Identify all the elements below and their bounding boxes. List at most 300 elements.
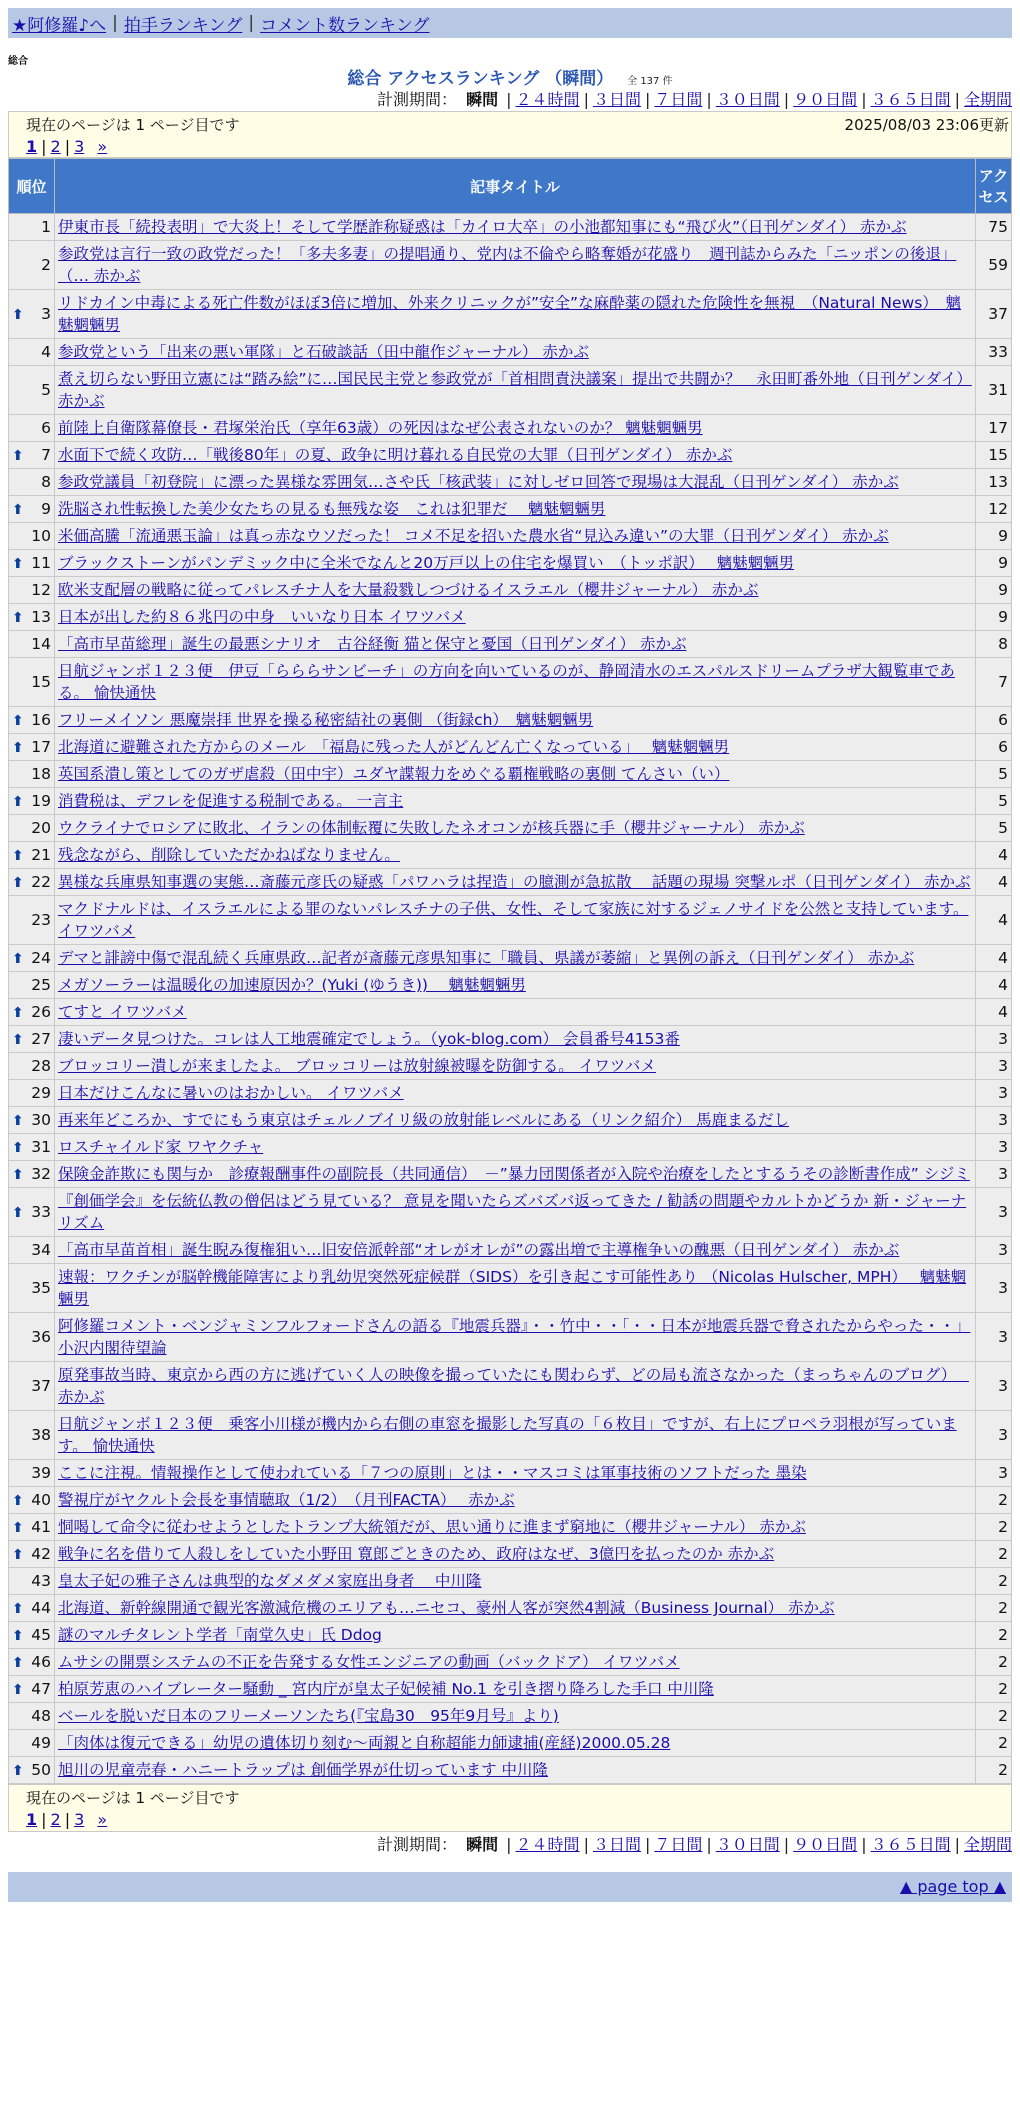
rank-number: 49: [31, 1734, 51, 1752]
page-info-bottom: [8, 1784, 1012, 1832]
article-link[interactable]: デマと誹謗中傷で混乱続く兵庫県政…記者が斎藤元彦県知事に「職員、県議が萎縮」と異例の訴え（日刊ゲンダイ） 赤かぶ: [58, 949, 915, 967]
page-link[interactable]: 3: [74, 1810, 85, 1829]
article-link[interactable]: 阿修羅コメント・ベンジャミンフルフォードさんの語る『地震兵器』・・竹中・・「・・日本が地震兵器で脅されたからやった・・」 小沢内閣待望論: [58, 1317, 971, 1357]
article-link[interactable]: 前陸上自衛隊幕僚長・君塚栄治氏（享年63歳）の死因はなぜ公表されないのか？ 魑魅魍魎男: [58, 419, 703, 437]
access-count: 17: [976, 415, 1012, 442]
rank-number: 28: [31, 1057, 51, 1075]
period-link[interactable]: ３日間: [592, 90, 641, 109]
title-cell: [55, 1730, 976, 1757]
up-arrow-icon: ⬆: [12, 1547, 24, 1563]
article-link[interactable]: 異様な兵庫県知事選の実態…斎藤元彦氏の疑惑「パワハラは捏造」の臆測が急拡散 話題の現場 突撃ルポ（日刊ゲンダイ） 赤かぶ: [58, 873, 971, 891]
table-row: [9, 1313, 1012, 1362]
ranking-table-body: [9, 214, 1012, 1784]
rank-cell: [9, 550, 55, 577]
rank-number: 37: [31, 1377, 51, 1395]
page-spacer: [88, 1810, 93, 1829]
access-count: 9: [976, 523, 1012, 550]
rank-number: 20: [31, 819, 51, 837]
rank-number: 27: [31, 1030, 51, 1048]
period-separator: |: [783, 90, 790, 109]
table-row: [9, 523, 1012, 550]
table-row: [9, 707, 1012, 734]
next-page-link[interactable]: »: [97, 1810, 108, 1829]
page-link[interactable]: 2: [50, 137, 61, 156]
access-count: 3: [976, 1362, 1012, 1411]
period-link[interactable]: ３６５日間: [870, 1835, 951, 1854]
up-arrow-icon: ⬆: [12, 951, 24, 967]
rank-cell: [9, 1053, 55, 1080]
table-row: [9, 1703, 1012, 1730]
period-link[interactable]: ３日間: [592, 1835, 641, 1854]
up-arrow-icon: ⬆: [12, 307, 24, 323]
up-arrow-icon: ⬆: [12, 1601, 24, 1617]
page-top-link[interactable]: ▲ page top ▲: [899, 1877, 1006, 1896]
rank-number: 8: [41, 473, 51, 491]
access-count: 3: [976, 1080, 1012, 1107]
title-cell: [55, 761, 976, 788]
rank-number: 30: [31, 1111, 51, 1129]
rank-cell: [9, 1460, 55, 1487]
article-link[interactable]: 恫喝して命令に従わせようとしたトランプ大統領だが、思い通りに進まず窮地に（櫻井ジャーナル） 赤かぶ: [58, 1518, 806, 1536]
table-row: [9, 241, 1012, 290]
up-arrow-icon: ⬆: [12, 610, 24, 626]
rank-number: 34: [31, 1241, 51, 1259]
rank-number: 35: [31, 1279, 51, 1297]
access-count: 75: [976, 214, 1012, 241]
title-cell: [55, 241, 976, 290]
period-separator: |: [583, 90, 589, 109]
period-link[interactable]: ２４時間: [515, 1835, 580, 1854]
period-separator: |: [644, 1835, 651, 1854]
access-count: 4: [976, 842, 1012, 869]
title-cell: [55, 1080, 976, 1107]
access-count: 9: [976, 577, 1012, 604]
rank-cell: [9, 496, 55, 523]
article-link[interactable]: マクドナルドは、イスラエルによる罪のないパレスチナの子供、女性、そして家族に対するジェノサイドを公然と支持しています。 イワツバメ: [58, 900, 969, 940]
rank-number: 19: [31, 792, 51, 810]
access-count: 3: [976, 1134, 1012, 1161]
table-row: [9, 1676, 1012, 1703]
rank-number: 42: [31, 1545, 51, 1563]
table-row: [9, 604, 1012, 631]
article-link[interactable]: 「高市早苗首相」誕生睨み復権狙い…旧安倍派幹部“オレがオレが”の露出増で主導権争いの醜悪（日刊ゲンダイ） 赤かぶ: [58, 1241, 900, 1259]
rank-cell: [9, 896, 55, 945]
period-link[interactable]: ３０日間: [715, 1835, 780, 1854]
rank-cell: [9, 1514, 55, 1541]
up-arrow-icon: ⬆: [12, 556, 24, 572]
period-link[interactable]: ３６５日間: [870, 90, 951, 109]
rank-cell: [9, 707, 55, 734]
rank-number: 41: [31, 1518, 51, 1536]
rank-cell: [9, 1730, 55, 1757]
access-count: 2: [976, 1595, 1012, 1622]
period-link[interactable]: ３０日間: [715, 90, 780, 109]
rank-number: 29: [31, 1084, 51, 1102]
article-link[interactable]: 『創価学会』を伝統仏教の僧侶はどう見ている？ 意見を聞いたらズバズバ返ってきた / 勧誘の問題やカルトかどうか 新・ジャーナリズム: [58, 1192, 967, 1232]
rank-number: 25: [31, 976, 51, 994]
article-link[interactable]: 米価高騰「流通悪玉論」は真っ赤なウソだった！ コメ不足を招いた農水省“見込み違い”の大罪（日刊ゲンダイ） 赤かぶ: [58, 527, 889, 545]
rank-number: 1: [41, 218, 51, 236]
rank-number: 5: [41, 381, 51, 399]
up-arrow-icon: ⬆: [12, 1005, 24, 1021]
period-separator: |: [954, 90, 960, 109]
article-link[interactable]: 消費税は、デフレを促進する税制である。 一言主: [58, 792, 404, 810]
period-separator: |: [706, 90, 712, 109]
table-row: [9, 815, 1012, 842]
up-arrow-icon: ⬆: [12, 1763, 24, 1779]
article-link[interactable]: 日本だけこんなに暑いのはおかしい。 イワツバメ: [58, 1084, 404, 1102]
next-page-link[interactable]: »: [97, 137, 108, 156]
access-count: 2: [976, 1568, 1012, 1595]
top-navigation: [8, 8, 1012, 38]
rank-cell: [9, 339, 55, 366]
title-cell: [55, 945, 976, 972]
rank-cell: [9, 1161, 55, 1188]
article-link[interactable]: 「高市早苗総理」誕生の最悪シナリオ 古谷経衡 猫と保守と憂国（日刊ゲンダイ） 赤かぶ: [58, 635, 687, 653]
nav-separator: |: [112, 13, 118, 33]
title-cell: [55, 1237, 976, 1264]
rank-number: 2: [41, 256, 51, 274]
rank-cell: [9, 788, 55, 815]
rank-number: 3: [41, 305, 51, 323]
article-link[interactable]: 残念ながら、削除していただかねばなりません。: [58, 846, 400, 864]
page-separator: |: [64, 137, 71, 156]
title-cell: [55, 972, 976, 999]
access-count: 2: [976, 1514, 1012, 1541]
rank-number: 50: [31, 1761, 51, 1779]
article-link[interactable]: 水面下で続く攻防…「戦後80年」の夏、政争に明け暮れる自民党の大罪（日刊ゲンダイ） 赤かぶ: [58, 446, 733, 464]
up-arrow-icon: ⬆: [12, 448, 24, 464]
rank-cell: [9, 1487, 55, 1514]
period-link[interactable]: ７日間: [654, 1835, 703, 1854]
period-separator: |: [954, 1835, 960, 1854]
title-cell: [55, 1411, 976, 1460]
rank-cell: [9, 1595, 55, 1622]
access-count: 2: [976, 1649, 1012, 1676]
title-cell: [55, 815, 976, 842]
title-cell: [55, 1161, 976, 1188]
table-row: [9, 290, 1012, 339]
table-row: [9, 442, 1012, 469]
period-selector-top: [8, 89, 1012, 111]
access-count: 8: [976, 631, 1012, 658]
rank-number: 24: [31, 949, 51, 967]
article-link[interactable]: ロスチャイルド家 ワヤクチャ: [58, 1138, 264, 1156]
period-link[interactable]: ９０日間: [793, 1835, 858, 1854]
table-row: [9, 945, 1012, 972]
rank-cell: [9, 945, 55, 972]
rank-number: 12: [31, 581, 51, 599]
rank-cell: [9, 999, 55, 1026]
article-link[interactable]: 北海道に避難された方からのメール 「福島に残った人がどんどん亡くなっている」 魑魅魍魎男: [58, 738, 730, 756]
table-row: [9, 1053, 1012, 1080]
rank-number: 43: [31, 1572, 51, 1590]
up-arrow-icon: ⬆: [12, 848, 24, 864]
pagination-top: [9, 136, 1011, 158]
page-link[interactable]: 2: [50, 1810, 61, 1829]
rank-number: 6: [41, 419, 51, 437]
article-link[interactable]: ブラックストーンがパンデミック中に全米でなんと20万戸以上の住宅を爆買い （トッポ訳） 魑魅魍魎男: [58, 554, 795, 572]
rank-number: 15: [31, 673, 51, 691]
table-row: [9, 1026, 1012, 1053]
period-separator: |: [506, 1835, 512, 1854]
up-arrow-icon: ⬆: [12, 1520, 24, 1536]
up-arrow-icon: ⬆: [12, 1140, 24, 1156]
title-cell: [55, 1134, 976, 1161]
access-count: 2: [976, 1487, 1012, 1514]
up-arrow-icon: ⬆: [12, 1682, 24, 1698]
table-row: [9, 469, 1012, 496]
table-row: [9, 496, 1012, 523]
article-link[interactable]: メガソーラーは温暖化の加速原因か？(Yuki (ゆうき)) 魑魅魍魎男: [58, 976, 526, 994]
rank-number: 48: [31, 1707, 51, 1725]
access-count: 6: [976, 707, 1012, 734]
ranking-table: [8, 158, 1012, 1784]
up-arrow-icon: ⬆: [12, 1113, 24, 1129]
period-separator: |: [583, 1835, 589, 1854]
rank-cell: [9, 1676, 55, 1703]
rank-cell: [9, 1080, 55, 1107]
period-link[interactable]: ７日間: [654, 90, 703, 109]
title-cell: [55, 290, 976, 339]
up-arrow-icon: ⬆: [12, 1167, 24, 1183]
rank-cell: [9, 658, 55, 707]
article-link[interactable]: 北海道、新幹線開通で観光客激減危機のエリアも…ニセコ、豪州人客が突然4割減（Business Journal） 赤かぶ: [58, 1599, 835, 1617]
article-link[interactable]: 英国系潰し策としてのガザ虐殺（田中宇）ユダヤ諜報力をめぐる覇権戦略の裏側 てんさい（い）: [58, 765, 730, 783]
article-link[interactable]: 参政党は言行一致の政党だった！「多夫多妻」の提唱通り、党内は不倫やら略奪婚が花盛り 週刊誌からみた「ニッポンの後退」（… 赤かぶ: [58, 245, 957, 285]
table-row: [9, 214, 1012, 241]
up-arrow-icon: ⬆: [12, 794, 24, 810]
access-count: 2: [976, 1676, 1012, 1703]
access-count: 9: [976, 604, 1012, 631]
rank-cell: [9, 1313, 55, 1362]
article-link[interactable]: 旭川の児童売春・ハニートラップは 創価学界が仕切っています 中川隆: [58, 1761, 549, 1779]
rank-cell: [9, 442, 55, 469]
rank-cell: [9, 577, 55, 604]
rank-number: 11: [31, 554, 51, 572]
rank-number: 38: [31, 1426, 51, 1444]
period-list: [462, 90, 1012, 109]
period-current: 瞬間: [466, 1835, 499, 1854]
access-count: 5: [976, 788, 1012, 815]
page-link[interactable]: 3: [74, 137, 85, 156]
access-count: 5: [976, 761, 1012, 788]
article-link[interactable]: ここに注視。情報操作として使われている「７つの原則」とは・・マスコミは軍事技術のソフトだった 墨染: [58, 1464, 807, 1482]
table-row: [9, 734, 1012, 761]
period-link[interactable]: 全期間: [963, 90, 1012, 109]
rank-cell: [9, 469, 55, 496]
page-title: [8, 64, 1012, 89]
article-link[interactable]: ベールを脱いだ日本のフリーメーソンたち(『宝島30 95年9月号』より): [58, 1707, 559, 1725]
title-cell: [55, 896, 976, 945]
access-count: 7: [976, 658, 1012, 707]
period-list: [462, 1835, 1012, 1854]
article-link[interactable]: ウクライナでロシアに敗北、イランの体制転覆に失敗したネオコンが核兵器に手（櫻井ジャーナル） 赤かぶ: [58, 819, 805, 837]
rank-number: 16: [31, 711, 51, 729]
period-separator: |: [506, 90, 512, 109]
access-count: 3: [976, 1264, 1012, 1313]
table-row: [9, 1237, 1012, 1264]
rank-cell: [9, 1188, 55, 1237]
access-count: 2: [976, 1541, 1012, 1568]
rank-cell: [9, 1362, 55, 1411]
article-link[interactable]: てすと イワツバメ: [58, 1003, 187, 1021]
up-arrow-icon: ⬆: [12, 1628, 24, 1644]
rank-cell: [9, 761, 55, 788]
title-cell: [55, 415, 976, 442]
access-count: 31: [976, 366, 1012, 415]
rank-number: 9: [41, 500, 51, 518]
article-link[interactable]: 警視庁がヤクルト会長を事情聴取（1/2） （月刊FACTA） 赤かぶ: [58, 1491, 515, 1509]
title-cell: [55, 869, 976, 896]
access-count: 3: [976, 1026, 1012, 1053]
page-current: 1: [26, 1810, 38, 1829]
up-arrow-icon: ⬆: [12, 1205, 24, 1221]
period-link[interactable]: 全期間: [963, 1835, 1012, 1854]
article-link[interactable]: 保険金詐欺にも関与か 診療報酬事件の副院長（共同通信） －”暴力団関係者が入院や治療をしたとするうその診断書作成” シジミ: [58, 1165, 970, 1183]
access-count: 3: [976, 1313, 1012, 1362]
title-cell: [55, 1026, 976, 1053]
period-label: 計測期間：: [377, 1835, 458, 1854]
title-cell: [55, 1264, 976, 1313]
title-cell: [55, 1460, 976, 1487]
rank-cell: [9, 1568, 55, 1595]
up-arrow-icon: ⬆: [12, 1493, 24, 1509]
period-separator: |: [783, 1835, 790, 1854]
period-separator: |: [706, 1835, 712, 1854]
article-link[interactable]: フリーメイソン 悪魔崇拝 世界を操る秘密結社の裏側 （街録ch） 魑魅魍魎男: [58, 711, 594, 729]
rank-cell: [9, 1541, 55, 1568]
article-link[interactable]: 洗脳され性転換した美少女たちの見るも無残な姿 これは犯罪だ 魑魅魍魎男: [58, 500, 606, 518]
rank-number: 22: [31, 873, 51, 891]
period-selector-bottom: [8, 1834, 1012, 1856]
article-link[interactable]: 「肉体は復元できる」幼児の遺体切り刻む～両親と自称超能力師逮捕(産経)2000.05.28: [58, 1734, 671, 1752]
period-link[interactable]: ２４時間: [515, 90, 580, 109]
article-link[interactable]: 参政党という「出来の悪い軍隊」と石破談話（田中龍作ジャーナル） 赤かぶ: [58, 343, 589, 361]
access-column-header: アクセス: [976, 159, 1012, 214]
table-row: [9, 1080, 1012, 1107]
rank-number: 23: [31, 911, 51, 929]
rank-number: 39: [31, 1464, 51, 1482]
rank-cell: [9, 214, 55, 241]
title-cell: [55, 788, 976, 815]
article-link[interactable]: 煮え切らない野田立憲には“踏み絵”に…国民民主党と参政党が「首相問責決議案」提出で共闘か？ 永田町番外地（日刊ゲンダイ） 赤かぶ: [58, 370, 972, 410]
rank-cell: [9, 1026, 55, 1053]
access-count: 4: [976, 869, 1012, 896]
article-link[interactable]: 日航ジャンボ１２３便 伊豆「らららサンビーチ」の方向を向いているのが、静岡清水のエスパルスドリームプラザ大観覧車である。 愉快通快: [58, 662, 955, 702]
access-count: 4: [976, 972, 1012, 999]
period-label: 計測期間：: [377, 90, 458, 109]
access-count: 4: [976, 945, 1012, 972]
article-link[interactable]: 日航ジャンボ１２３便 乗客小川様が機内から右側の車窓を撮影した写真の「６枚目」ですが、右上にプロペラ羽根が写っています。 愉快通快: [58, 1415, 957, 1455]
access-count: 3: [976, 1107, 1012, 1134]
table-row: [9, 658, 1012, 707]
title-cell: [55, 523, 976, 550]
access-count: 12: [976, 496, 1012, 523]
rank-number: 36: [31, 1328, 51, 1346]
article-link[interactable]: 速報：ワクチンが脳幹機能障害により乳幼児突然死症候群（SIDS）を引き起こす可能性あり （Nicolas Hulscher, MPH） 魑魅魍魎男: [58, 1268, 967, 1308]
rank-cell: [9, 1134, 55, 1161]
article-link[interactable]: ムサシの開票システムの不正を告発する女性エンジニアの動画（バックドア） イワツバメ: [58, 1653, 680, 1671]
table-row: [9, 972, 1012, 999]
clap-ranking-link[interactable]: 拍手ランキング: [123, 15, 243, 36]
access-count: 37: [976, 290, 1012, 339]
rank-number: 13: [31, 608, 51, 626]
up-arrow-icon: ⬆: [12, 713, 24, 729]
table-row: [9, 842, 1012, 869]
rank-cell: [9, 1264, 55, 1313]
table-row: [9, 1622, 1012, 1649]
title-cell: [55, 1622, 976, 1649]
rank-cell: [9, 415, 55, 442]
article-link[interactable]: 欧米支配層の戦略に従ってパレスチナ人を大量殺戮しつづけるイスラエル（櫻井ジャーナル） 赤かぶ: [58, 581, 759, 599]
rank-number: 4: [41, 343, 51, 361]
rank-cell: [9, 523, 55, 550]
home-link[interactable]: ★阿修羅♪へ: [12, 15, 107, 36]
title-cell: [55, 1676, 976, 1703]
total-count: 全 137 件: [627, 76, 673, 87]
title-cell: [55, 734, 976, 761]
up-arrow-icon: ⬆: [12, 1032, 24, 1048]
title-cell: [55, 1487, 976, 1514]
rank-number: 44: [31, 1599, 51, 1617]
category-label: 総合: [8, 56, 28, 67]
page-info-top: [8, 111, 1012, 158]
title-cell: [55, 442, 976, 469]
access-count: 2: [976, 1730, 1012, 1757]
title-cell: [55, 1568, 976, 1595]
title-cell: [55, 1188, 976, 1237]
rank-column-header: 順位: [9, 159, 55, 214]
article-link[interactable]: 柏原芳恵のハイブレーター騒動 _ 宮内庁が皇太子妃候補 No.1 を引き摺り降ろした手口 中川隆: [58, 1680, 714, 1698]
access-count: 5: [976, 815, 1012, 842]
table-row: [9, 1264, 1012, 1313]
article-link[interactable]: 謎のマルチタレント学者「南堂久史」氏 Ddog: [58, 1626, 382, 1644]
rank-cell: [9, 631, 55, 658]
access-count: 2: [976, 1622, 1012, 1649]
period-link[interactable]: ９０日間: [793, 90, 858, 109]
table-row: [9, 1487, 1012, 1514]
rank-cell: [9, 1107, 55, 1134]
pagination-bottom: [9, 1809, 1011, 1831]
article-link[interactable]: 原発事故当時、東京から西の方に逃げていく人の映像を撮っていたにも関わらず、どの局も流さなかった（まっちゃんのブログ） 赤かぶ: [58, 1366, 969, 1406]
rank-cell: [9, 1622, 55, 1649]
rank-number: 26: [31, 1003, 51, 1021]
page-spacer: [88, 137, 93, 156]
article-link[interactable]: 皇太子妃の雅子さんは典型的なダメダメ家庭出身者 中川隆: [58, 1572, 482, 1590]
article-link[interactable]: 再来年どころか、すでにもう東京はチェルノブイリ級の放射能レベルにある（リンク紹介） 馬鹿まるだし: [58, 1111, 790, 1129]
rank-cell: [9, 1703, 55, 1730]
title-cell: [55, 366, 976, 415]
article-link[interactable]: 日本が出した約８６兆円の中身 いいなり日本 イワツバメ: [58, 608, 466, 626]
article-link[interactable]: 参政党議員「初登院」に漂った異様な雰囲気…さや氏「核武装」に対しゼロ回答で現場は大混乱（日刊ゲンダイ） 赤かぶ: [58, 473, 899, 491]
title-cell: [55, 999, 976, 1026]
rank-number: 32: [31, 1165, 51, 1183]
article-link[interactable]: 戦争に名を借りて人殺しをしていた小野田 寛郎ごときのため、政府はなぜ、3億円を払ったのか 赤かぶ: [58, 1545, 775, 1563]
rank-cell: [9, 366, 55, 415]
article-link[interactable]: ブロッコリー潰しが来ましたよ。 ブロッコリーは放射線被曝を防御する。 イワツバメ: [58, 1057, 656, 1075]
article-link[interactable]: 伊東市長「続投表明」で大炎上！そして学歴詐称疑惑は「カイロ大卒」の小池都知事にも“飛び火”（日刊ゲンダイ） 赤かぶ: [58, 218, 907, 236]
access-count: 6: [976, 734, 1012, 761]
comment-ranking-link[interactable]: コメント数ランキング: [260, 15, 430, 36]
table-row: [9, 1134, 1012, 1161]
article-link[interactable]: 凄いデータ見つけた。コレは人工地震確定でしょう。（yok-blog.com） 会員番号4153番: [58, 1030, 680, 1048]
article-link[interactable]: リドカイン中毒による死亡件数がほぼ3倍に増加、外来クリニックが”安全”な麻酔薬の隠れた危険性を無視 （Natural News） 魑魅魍魎男: [58, 294, 962, 334]
title-cell: [55, 577, 976, 604]
table-row: [9, 1541, 1012, 1568]
period-separator: |: [861, 90, 867, 109]
rank-number: 45: [31, 1626, 51, 1644]
